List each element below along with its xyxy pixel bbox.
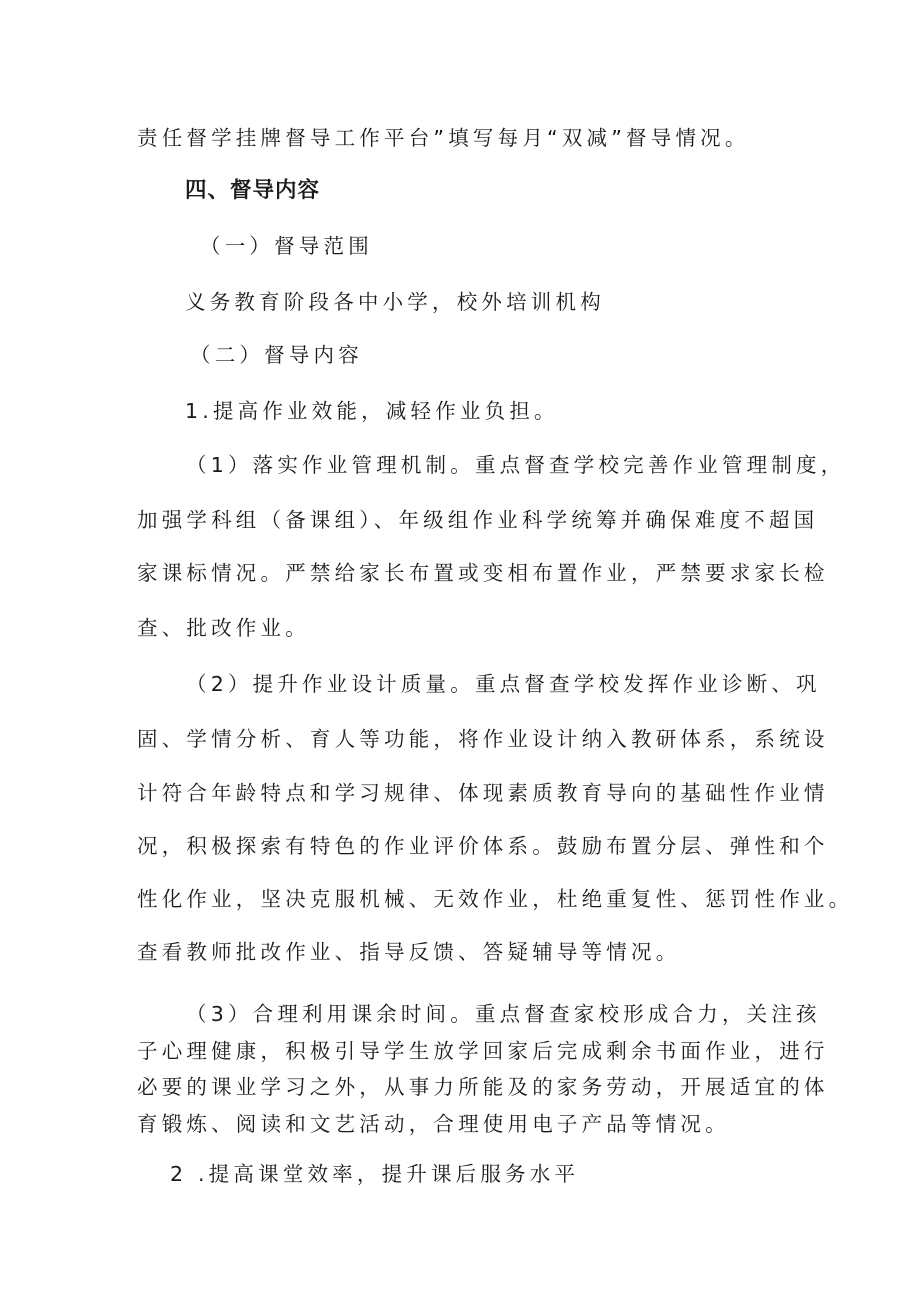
paragraph-line: （2）提升作业设计质量。重点督查学校发挥作业诊断、巩 [186,672,821,696]
paragraph-line: 况，积极探索有特色的作业评价体系。鼓励布置分层、弹性和个 [137,834,829,858]
paragraph-line: 性化作业，坚决克服机械、无效作业，杜绝重复性、惩罚性作业。 [137,887,854,911]
paragraph-line: 查、批改作业。 [137,616,310,640]
paragraph-line: 加强学科组（备课组）、年级组作业科学统筹并确保难度不超国 [137,508,819,532]
subsection-heading: （二）督导内容 [190,343,363,367]
paragraph-line: （1）落实作业管理机制。重点督查学校完善作业管理制度， [186,453,846,477]
paragraph-line: 必要的课业学习之外，从事力所能及的家务劳动，开展适宜的体 [137,1075,829,1099]
paragraph-line: 子心理健康，积极引导学生放学回家后完成剩余书面作业，进行 [137,1039,829,1063]
paragraph-line: （3）合理利用课余时间。重点督查家校形成合力，关注孩 [186,1002,821,1026]
item-heading: 1.提高作业效能，减轻作业负担。 [185,399,559,423]
subsection-heading: （一）督导范围 [200,234,373,258]
paragraph-line: 义务教育阶段各中小学，校外培训机构 [185,290,605,314]
paragraph-line: 计符合年龄特点和学习规律、体现素质教育导向的基础性作业情 [137,781,829,805]
paragraph-line: 育锻炼、阅读和文艺活动，合理使用电子产品等情况。 [137,1112,730,1136]
paragraph-line: 责任督学挂牌督导工作平台”填写每月“双减”督导情况。 [137,126,750,150]
paragraph-line: 家课标情况。严禁给家长布置或变相布置作业，严禁要求家长检 [137,561,829,585]
paragraph-line: 固、学情分析、育人等功能，将作业设计纳入教研体系，系统设 [137,727,829,751]
paragraph-line: 查看教师批改作业、指导反馈、答疑辅导等情况。 [137,940,681,964]
item-heading: 2 .提高课堂效率，提升课后服务水平 [170,1162,580,1186]
section-heading: 四、督导内容 [185,178,321,203]
